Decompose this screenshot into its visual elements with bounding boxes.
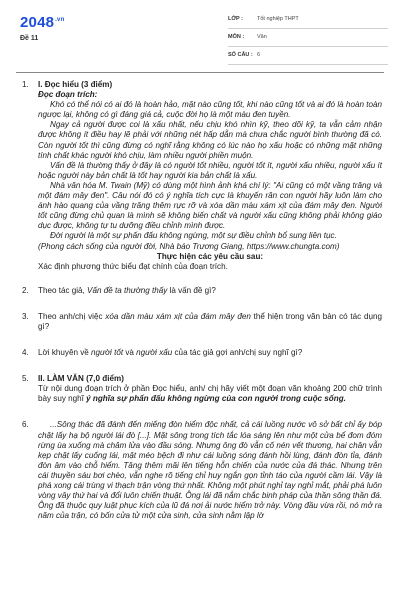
meta-value: 6: [257, 52, 261, 58]
section-title: I. Đọc hiểu (3 điểm): [38, 80, 113, 89]
question-text: Xác định phương thức biểu đạt chính của đoạn trích.: [38, 261, 228, 271]
passage-paragraph: Nhà văn hóa M. Twain (Mỹ) có dùng một hình ảnh khá chí lý: "Ai cũng có một vầng trăng và một đám mây đen". Câu nói đó có ý nghĩa tích cực là khuyến răn con người hãy luôn làm cho ánh hào quang của vầng trăng thêm rực rỡ và xóa dần màu xám xịt của đám mây đen. Người tốt cũng đừng chủ quan là mình sẽ không biến chất và người xấu cũng không phải không giáo dục được, không tự tu dưỡng điều chỉnh mình được.: [38, 180, 382, 231]
question-number: 4.: [22, 348, 29, 358]
passage-paragraph: Vấn đề là thường thấy ở đây là có người tốt nhiều, người tốt ít, người xấu nhiều, người xấu ít hoặc người này bản chất là tốt hay người kia bản chất là xấu.: [38, 160, 382, 180]
question-2: [22, 286, 382, 296]
passage-paragraph: Ngay cả người được coi là xấu nhất, nếu chịu khó nhìn kỹ, theo dõi kỹ, ta vẫn cảm nhận được không ít điều hay lẽ phải với những nét hấp dẫn mà chưa chắc người bình thường đã có. Còn người tốt thì cũng đừng có nghĩ rằng không có lúc nào họ xấu hoặc có những mặt những tính chất khác người khó chịu, làm nhiều người phiền muộn.: [38, 120, 382, 160]
site-logo[interactable]: [20, 14, 64, 31]
question-6: [22, 420, 382, 521]
italic-run: Vấn đề ta thường thấy: [87, 285, 168, 295]
meta-value: Tốt nghiệp THPT: [257, 16, 299, 22]
question-1: [22, 80, 382, 272]
text-run: và: [123, 348, 137, 358]
page-header: [0, 0, 400, 62]
meta-row-count: [228, 50, 388, 65]
requirement-title: Thực hiện các yêu cầu sau:: [156, 251, 264, 261]
italic-run: người tốt: [91, 348, 124, 358]
question-text: [38, 286, 382, 296]
question-3: [22, 312, 382, 332]
question-4: [22, 348, 382, 358]
meta-row-class: [228, 14, 388, 29]
exam-content: [22, 80, 382, 521]
text-run: Từ nội dung đoạn trích ở phần Đọc hiểu, anh/ chị hãy viết một đoạn văn khoảng 200 chữ trình bày suy nghĩ: [38, 384, 382, 404]
meta-key: LỚP :: [228, 16, 243, 22]
italic-run: xóa dần màu xám xịt của đám mây đen: [105, 311, 251, 321]
passage-paragraph: ...Sông thác đã đánh đến miếng đòn hiểm độc nhất, cả cái luồng nước vô sở bất chỉ ấy bóp chặt lấy hạ bộ người lái đò [...]. Mặt sông trong tích tắc lóa sáng lên như một cửa bể đom đóm rừng ùa xuống mà châm lửa vào đầu sóng. Nhưng ông đò vẫn cố nén vết thương, hai chân vẫn kẹp chặt lấy cuống lái, mặt méo bệch đi như cái luồng sóng đánh hồi lùng, đánh đòn tỉa, đánh đòn âm vào chỗ hiểm. Tăng thêm mãi lên tiếng hỗn chiến của nước của đá thác. Nhưng trên cái thuyền sáu bơi chèo, vẫn nghe rõ tiếng chỉ huy ngắn gọn tỉnh táo của người cầm lái. Vậy là phá xong cái trùng vi thạch trận vòng thứ nhất. Không một phút nghỉ tay nghỉ mắt, phải phá luôn vòng vây thứ hai và đổi luôn chiến thuật. Ông lái đã nắm chắc binh pháp của thần sông thần đá. Ông đã thuộc quy luật phục kích của lũ đá nơi ải nước hiểm trở này. Vòng đầu vừa rồi, nó mở ra năm của trận, có bốn cửa tử một cửa sinh, cửa sinh nằm lập lờ: [38, 420, 382, 521]
text-run: Theo anh/chị việc: [38, 311, 106, 321]
meta-row-subject: [228, 32, 388, 47]
question-5: [22, 374, 382, 404]
question-number: 2.: [22, 285, 29, 295]
question-number: 3.: [22, 311, 29, 321]
passage-paragraph: Khó có thể nói có ai đó là hoàn hảo, mặt nào cũng tốt, khi nào cũng tốt và ai đó là hoàn toàn ngược lại, không có gì đáng giá cả, cuộc đời họ là một màu đen tuyền.: [38, 100, 382, 120]
meta-value: Văn: [257, 34, 267, 40]
text-run: của tác giả gợi anh/chị suy nghĩ gì?: [172, 348, 303, 358]
logo-text: 2048: [20, 14, 55, 31]
meta-key: SỐ CÂU :: [228, 52, 253, 58]
header-divider: [16, 72, 384, 73]
text-run: Lời khuyên về: [38, 348, 92, 358]
section-title: II. LÀM VĂN (7,0 điểm): [38, 374, 124, 384]
question-text: [38, 348, 382, 358]
italic-run: người xấu: [136, 348, 173, 358]
logo-suffix: .vn: [55, 17, 65, 23]
passage-source: (Phong cách sống của người đời, Nhà báo Trương Giang, https://www.chungta.com): [38, 241, 340, 251]
question-number: 1.: [22, 80, 29, 89]
meta-key: MÔN :: [228, 34, 245, 40]
exam-meta: [228, 14, 388, 68]
text-run: thể hiện trong văn bản có tác dụng gì?: [38, 311, 382, 331]
text-run: là vấn đề gì?: [167, 285, 216, 295]
passage-paragraph: Đời người là một sự phấn đấu không ngừng, một sự điều chỉnh bổ sung liên tục.: [50, 231, 337, 241]
question-number: 6.: [22, 420, 29, 430]
passage-label: Đọc đoạn trích:: [38, 90, 98, 100]
question-number: 5.: [22, 374, 29, 384]
question-text: [38, 384, 382, 404]
exam-label: Đề 11: [20, 35, 39, 42]
emphasis-run: ý nghĩa sự phấn đấu không ngừng của con người trong cuộc sống.: [86, 394, 346, 404]
text-run: Theo tác giả,: [38, 285, 88, 295]
question-text: [38, 312, 382, 332]
